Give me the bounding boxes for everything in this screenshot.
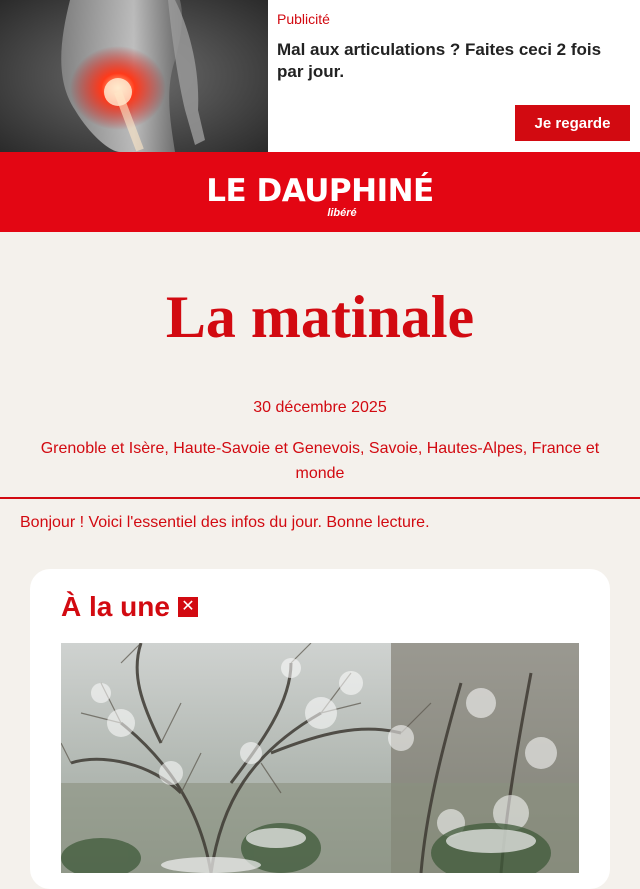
logo-main-text: LE DAUPHINÉ: [206, 173, 434, 209]
logo-sub-text: libéré: [327, 207, 357, 219]
masthead: [0, 152, 640, 232]
ad-banner[interactable]: [0, 0, 640, 152]
article-image[interactable]: [61, 643, 579, 873]
broken-image-icon: ✕: [178, 597, 198, 617]
newsletter-regions: Grenoble et Isère, Haute-Savoie et Genevois, Savoie, Hautes-Alpes, France et monde: [40, 440, 600, 482]
section-title: [61, 589, 198, 625]
divider: [0, 497, 640, 499]
ad-image[interactable]: [0, 0, 268, 152]
ad-label: Publicité: [277, 11, 330, 27]
ad-cta-button[interactable]: Je regarde: [515, 105, 630, 141]
newsletter-date: 30 décembre 2025: [253, 399, 387, 416]
logo[interactable]: [185, 166, 455, 218]
ad-text-block: [277, 11, 627, 83]
section-title-label: À la une: [61, 591, 170, 622]
headline-card: [30, 569, 610, 889]
newsletter-title: La matinale: [165, 284, 475, 350]
greeting-text: Bonjour ! Voici l'essentiel des infos du jour. Bonne lecture.: [20, 514, 430, 531]
ad-title[interactable]: Mal aux articulations ? Faites ceci 2 fois par jour.: [277, 40, 602, 81]
